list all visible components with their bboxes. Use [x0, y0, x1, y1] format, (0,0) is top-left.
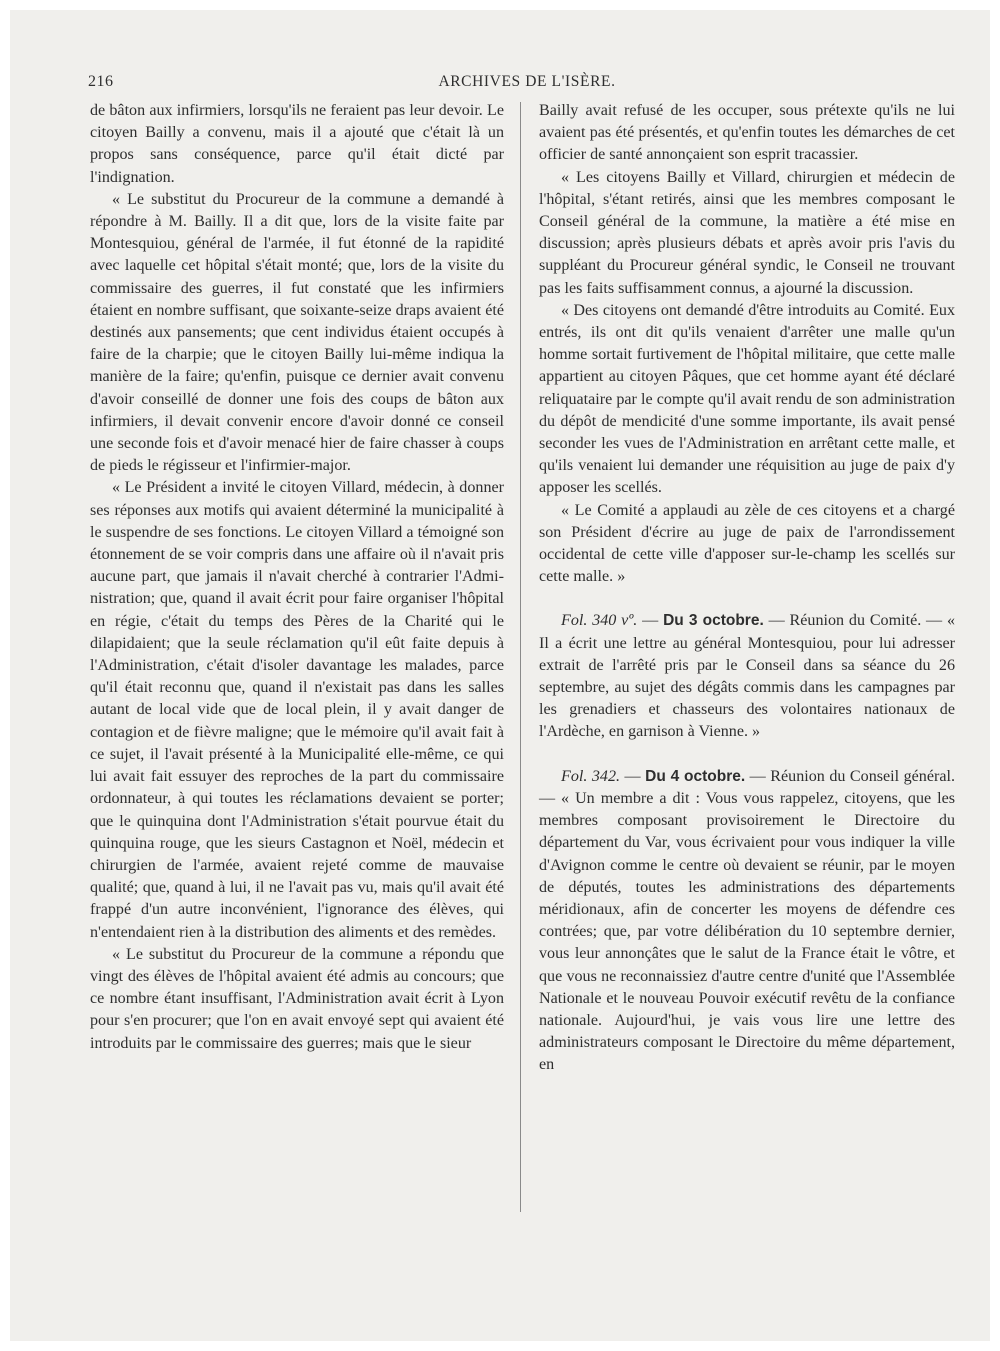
separator: — [620, 767, 646, 785]
paragraph: « Le Président a invité le citoyen Villard, médecin, à donner ses réponses aux motifs qui avaient déterminé la municipalité à le suspendre de ses fonctions. Le citoyen Villard a témoigné son étonnement de se voir compris dans une affaire où il n'avait pris aucune part, que jamais il n'avait cherché à contrarier l'Administration; que, quand il avait écrit pour faire organiser l'hôpital en régie, c'était du temps des Pères de la Charité qui le dilapidaient; que la seule réclamation qu'il eût faite depuis à l'Administration, c'était d'isoler davantage les malades, parce qu'il était reconnu que, quand il n'existait pas dans les salles autant de local vide que de local plein, il y avait danger de contagion et de fièvre maligne; que le mémoire qu'il avait fait à ce sujet, il l'avait présenté à la Municipalité elle-même, ce qui lui avait fait essuyer des reproches de la part du commissaire ordonnateur, à qui toutes les réclamations devaient se porter; que le quinquina dont l'Administration s'était pourvue était du quinquina rouge, que les sieurs Castagnon et Noël, médecin et chirurgien de l'armée, avaient rejeté comme de mauvaise qualité; que, quand à lui, il ne l'avait pas vu, mais qu'il avait été frappé d'un autre inconvénient, l'ignorance des élèves, qui n'entendaient rien à la distribution des aliments et des remèdes. [90, 479, 504, 941]
paragraph: « Le substitut du Procureur de la commune a demandé à répondre à M. Bailly. Il a dit que, lors de la visite faite par Montesquiou, général de l'armée, il fut étonné de la rapidité avec laquelle cet hôpital s'était monté; que, lors de la visite du commissaire des guerres, il fut constaté que les infirmiers étaient en nombre suffisant, que soixante-seize draps avaient été destinés aux pansements; que cent individus étaient occupés à faire de la charpie; que le citoyen Bailly lui-même indiqua la manière de la faire; qu'enfin, puisque ce dernier avait convenu d'avoir conseillé de donner une fois des coups de bâton aux infirmiers, il devait convenir encore d'avoir donné ce conseil une seconde fois et d'avoir menacé hier de faire chasser à coups de pieds le régisseur et l'infirmier-major. [90, 190, 504, 475]
folio-reference: Fol. 340 vº. [561, 612, 638, 630]
entry-text: Réunion du Conseil général. — « Un membre a dit : Vous vous rappelez, citoyens, que les membres composant provisoirement le Directoire du département du Var, vous écrivaient pour vous indiquer la ville d'Avignon comme le centre où devaient se réunir, par le moyen de députés, toutes les administrations des départements méridionaux, afin de concerter les moyens de défendre ces contrées; que, par votre délibération du 10 septembre dernier, vous leur annonçâtes que le salut de la France était le vôtre, et que vous ne reconnaissiez d'autre centre d'unité que l'Assemblée Nationale et le nouveau Pouvoir exécutif revêtu de la confiance nationale. Aujourd'hui, je vais vous lire une lettre des administrateurs composant le Directoire du même département, en [539, 767, 955, 1074]
left-column [90, 100, 504, 1055]
separator: — [745, 767, 771, 785]
separator: — [637, 612, 664, 630]
paragraph: « Le Comité a applaudi au zèle de ces citoyens et a chargé son Président d'écrire au juge de paix de l'arrondissement occidental de cette ville d'apposer sur-le-champ les scellés sur cette malle. » [539, 501, 955, 586]
page-number: 216 [88, 73, 114, 90]
running-head [88, 73, 966, 95]
entry-text: Réunion du Comité. — « Il a écrit une lettre au général Montesquiou, pour lui adresser extrait de l'arrêté pris par le Conseil dans sa séance du 26 septembre, au sujet des dégâts commis dans les campagnes par les grenadiers et chasseurs des volontaires nationaux de l'Ardèche, en garnison à Vienne. » [539, 612, 956, 741]
paragraph: « Des citoyens ont demandé d'être introduits au Comité. Eux entrés, ils ont dit qu'ils venaient d'arrêter une malle qu'un homme sortait furtivement de l'hôpital militaire, que cette malle appartient au citoyen Pâques, que cet homme ayant été déclaré reliquataire par le compte qu'il avait rendu de son administration du dépôt de mendicité d'une somme importante, ils avait pensé seconder les vues de l'Administration en arrêtant cette malle, et qu'ils venaient lui demander une réquisition au juge de paix d'y apposer les scellés. [539, 301, 955, 497]
column-divider [520, 102, 521, 1212]
right-column [539, 100, 955, 1077]
separator: — [763, 612, 790, 630]
paragraph: « Les citoyens Bailly et Villard, chirurgien et médecin de l'hôpital, s'étant retirés, ainsi que les membres composant le Conseil général de la commune, la matière a été mise en discussion; après plusieurs débats et après avoir pris l'avis du suppléant du Procureur général syndic, le Conseil ne trouvant pas les faits suffisamment connus, a ajourné la discussion. [539, 168, 955, 297]
register-entry [539, 610, 955, 743]
paragraph: « Le substitut du Procureur de la commune a répondu que vingt des élèves de l'hôpital avaient été admis au concours; que ce nombre étant insuffisant, l'Administration avait écrit à Lyon pour s'en procurer; que l'on en avait envoyé sept qui avaient été introduits par le commissaire des guerres; mais que le sieur [90, 945, 504, 1052]
folio-reference: Fol. 342. [561, 767, 621, 785]
register-entry [539, 766, 955, 1077]
entry-date: Du 3 octobre. [663, 612, 764, 630]
paragraph: Bailly avait refusé de les occuper, sous prétexte qu'ils ne lui avaient pas été présentés, et qu'enfin toutes les démarches de cet officier de santé annonçaient son esprit tracassier. [539, 102, 955, 164]
paragraph: de bâton aux infirmiers, lorsqu'ils ne feraient pas leur devoir. Le citoyen Bailly a convenu, mais il a ajouté que c'était là un propos sans conséquence, parce qu'il était dicté par l'indignation. [90, 102, 504, 186]
running-title: ARCHIVES DE L'ISÈRE. [438, 73, 616, 90]
entry-date: Du 4 octobre. [645, 767, 746, 785]
